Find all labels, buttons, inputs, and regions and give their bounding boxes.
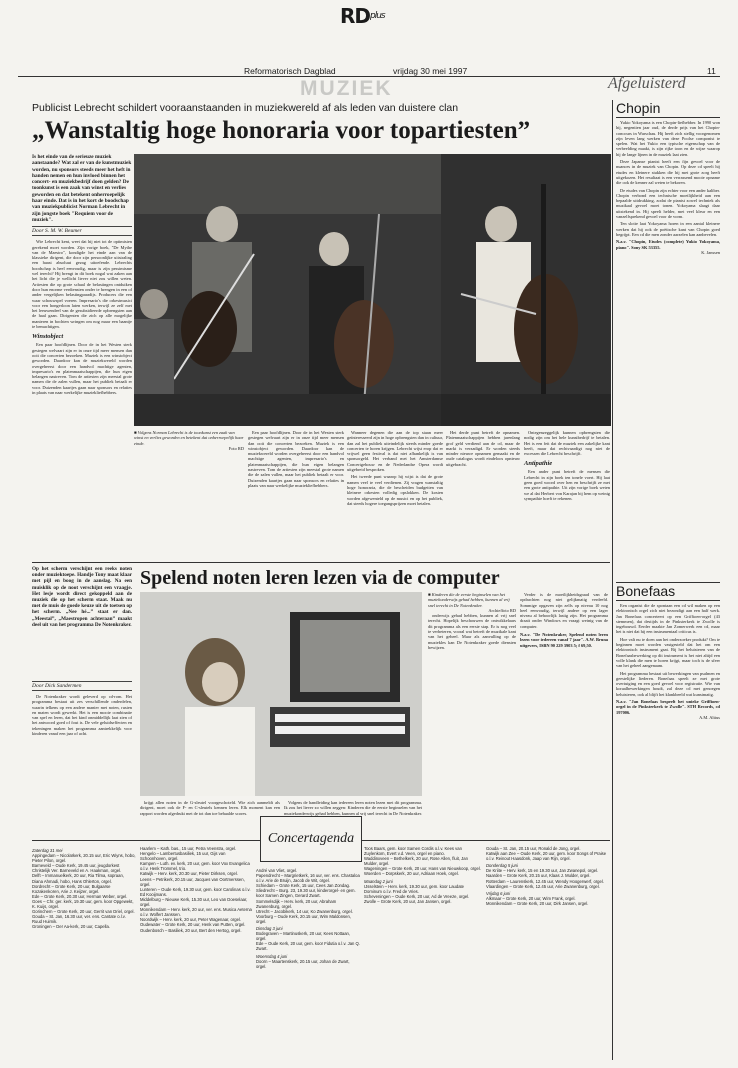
- chopin-body: Deze Japanse pianist heeft een fijn gevoel voor de nuances in de muziek van Chopin. Op deze cd speelt hij etudes en kleinere stukken die hij met grote zorg heeft uitgekozen. Het resultaat is een verrassend mooie opname die ook de kenner zal weten te bekoren.: [616, 159, 720, 186]
- musician-photo: [134, 154, 441, 426]
- agenda-entry: Scheveningen – Oude Kerk, 20 uur, Ad de Vreeze, orgel.: [364, 893, 470, 899]
- agenda-entry: Doorn – Maartenskerk, 20.15 uur, Johan de Zwart, orgel.: [256, 958, 350, 969]
- second-body: onderwijs gehad hebben, kunnen al vrij snel terecht. Hopelijk beschouwen de ontwikkelaars dit programma als een eerste stap. Er is nog veel te verbeteren, vooral wat betreft de muzikale kant van het geheel. Maar als aanvulling op de muziekles kan De Notenkraker goede diensten bewijzen.: [428, 613, 516, 650]
- agenda-entry: Woerden – Dorpskerk, 20 uur, Adriaan Hoek, orgel.: [364, 871, 459, 877]
- chopin-body: Ten slotte laat Yokoyama horen in een aantal kleinere werken dat hij ook de poëtische kant van Chopin goed begrijpt. Een cd die men zonder aarzelen kan aanbevelen.: [616, 221, 720, 237]
- agenda-entry: Zwolle – Grote Kerk, 20 uur, Jan Jansen, orgel.: [364, 898, 452, 904]
- agenda-column-3: [256, 868, 360, 969]
- article-body: Het derde punt betreft de opnamen. Platenmaatschappijen hebben jarenlang grof geld verdiend aan de cd, maar de markt is verzadigd. Er worden steeds minder nieuwe opnamen gemaakt en de oude catalogus wordt eindeloos opnieuw uitgebracht.: [446, 430, 520, 467]
- second-column-1: [32, 678, 132, 738]
- second-headline: Spelend noten leren lezen via de computer: [140, 567, 500, 589]
- second-photo-credit: Archieffoto RD: [488, 607, 516, 613]
- agenda-entry: Monnikendam – Grote Kerk, 20 uur, Dirk Jansen, orgel.: [486, 900, 589, 906]
- agenda-column-2: [140, 846, 252, 933]
- agenda-entry: Kampen – Luth. ev. kerk, 20 uur, gem. koor Vox Evangelica o.l.v. Henk Trommel, trio.: [140, 861, 250, 872]
- bass-player-illustration: [441, 154, 611, 426]
- sidebar: [616, 100, 720, 255]
- section-divider: [32, 562, 610, 563]
- article-intro: Is het einde van de serieuze muziek aanstaande? Wat zal er van de kunstmuziek worden, nu sponsors steeds meer het heft in handen nemen en hun invloed binnen het concert- en muziekbedrijf doen gelden? De toonkunst is een zaak van winst en verlies geworden en dat betekent onherroepelijk haar einde. Dat is in het kort de boodschap van muziekpublicist Norman Lebrecht in zijn jongste boek "Requiem voor de muziek".: [32, 154, 132, 223]
- masthead-date: vrijdag 30 mei 1997: [393, 66, 468, 76]
- article-body: Wie Lebrecht kent, weet dat hij niet tot de optimisten gerekend moet worden. Zijn vorige boek, "De Mythe van de Maestro", kondigde het einde aan van de klassieke dirigent, die door zijn persoonlijke uitstraling een haast absoluut gezag uitoefende. Lebrechts boodschap is heel eenvoudig, maar is zijn pessimisme wel terecht? Hij brengt in dit boek nogal wat zaken aan het licht die je wellicht liever niet zou willen weten. Artiesten die op grote schaal de belastingen ontduiken door hun enorme verdiensten onder te brengen in een of ander vergelijken belastingparadijs. Producers die een waar schouwspel voeren. Impresario's die orkestmusici voor een hongerloon laten werken, terwijl ze zelf met het leeuwendeel van de gesubsidieerde opbrengsten aan de haal gaan. Dirigenten die zich op alle mogelijke manieren in bochten wringen om nog maar een baantje te bemachtigen.: [32, 239, 132, 330]
- article-column-4: [347, 430, 443, 508]
- agenda-entry: Alkmaar – Grote Kerk, 20 uur, Wim Frank, orgel.: [486, 895, 576, 901]
- masthead-logo: $RD^{plus}$: [340, 4, 385, 28]
- bonefaas-title: Bonefaas: [616, 582, 720, 601]
- agenda-title: Concertagenda: [267, 831, 355, 846]
- agenda-entry: Toos Baars, gem. koor Samen Cordis o.l.v. Kees van Zuylenkom, Evert v.d. Veen, orgel en piano.: [364, 846, 462, 857]
- article-subhead: Antipathie: [524, 460, 553, 468]
- agenda-entry: Utrecht – Jacobikerk, 14 uur, Ko Zwanenburg, orgel.: [256, 908, 353, 914]
- agenda-date: Maandag 2 juni: [364, 878, 393, 884]
- agenda-column-1: [32, 846, 136, 930]
- agenda-entry: Wageningen – Grote Kerk, 20 uur, Hans van Nieuwkoop, orgel.: [364, 866, 481, 872]
- second-caption-text: Kinderen die de eerste beginselen van het muziekonderwijs gehad hebben, kunnen al vrij snel terecht in De Notenkraker.: [428, 592, 510, 608]
- agenda-entry: Papendrecht – Margrietkerk, 16 uur, ver. ens. Chastaloa o.l.v. Arie de Bruijn, Jacob de Wit, orgel.: [256, 873, 360, 884]
- sidebar-divider: [612, 100, 613, 1060]
- masthead-paper: Reformatorisch Dagblad: [244, 66, 336, 76]
- agenda-entry: Oudewater – Grote Kerk, 20 uur, Henk van Putten, orgel.: [140, 922, 246, 928]
- article-column-5: [446, 430, 520, 469]
- article-body: Een paar hoofdlijnen. Door de in het Westen sterk gestegen welvaart zijn er in onze tijd meer mensen dan ooit die concerten bezoeken. Muziek is een winstobject geworden. Daardoor kan de muziekwereld worden overgeheerst door een handvol machtige agenten, impresario's en platenmaatschappijen, die hun eigen belangen nastreven. Tom de artiesten zijn meestal grote namen die de zalen vullen, maar het publiek betaalt er voor. Duizenden kaartjes gaan naar sponsors en relaties in plaats van naar werkelijke muziekliefhebbers.: [32, 342, 132, 395]
- agenda-entry: De Kriite – Herv. kerk, 15 en 19.30 uur, Jan Zwanepol, orgel.: [486, 868, 599, 874]
- agenda-entry: Katwijk – Herv. kerk, 20.30 uur, Pieter Dirksen, orgel.: [140, 871, 238, 877]
- agenda-entry: Rotterdam – Laurenskerk, 12.45 uur, Wendy Hoogerwerf, orgel.: [486, 878, 604, 884]
- agenda-entry: Dordrecht – Grote Kerk, 20 uur, Bulgaarse Kozakenkoren, Arie J. Keijzer, orgel.: [32, 883, 111, 894]
- bonefaas-body: Het programma bestaat uit bewerkingen van psalmen en geestelijke liederen. Bonefaas speelt ze met grote overtuiging en een goed gevoel voor registratie. Wie van koraalbewerkingen houdt, zal deze cd met genoegen beluisteren, ook al blijft het klankbeeld wat kunstmatig.: [616, 670, 720, 697]
- agenda-entry: Lunteren – Oude Kerk, 19.30 uur, gem. koor Carolinas o.l.v. Ed Kooijmans.: [140, 886, 251, 897]
- agenda-entry: Gouda – St. Jan, 16.30 uur, ver. ens. Cantate o.l.v. Ruud Huirnik.: [32, 914, 126, 925]
- agenda-date: Zaterdag 31 mei: [32, 848, 63, 853]
- agenda-entry: Gouda – St. Jan, 20.15 uur, Ronald de Jong, orgel.: [486, 846, 581, 851]
- second-note: N.a.v. "De Notenkraker, Spelend noten leren lezen voor iedereen vanaf 7 jaar". A.W. Bruna uitgevers, ISBN 90 229 3903 5; f 69,50.: [520, 632, 608, 648]
- article-column-1: [32, 154, 132, 397]
- bonefaas-signature: A.M. Altius: [699, 714, 720, 720]
- agenda-entry: Middelburg – Nieuwe Kerk, 15.30 uur, Leo van Doeselaar, orgel.: [140, 896, 248, 908]
- article-headline: „Wanstaltig hoge honoraria voor topartiesten”: [32, 117, 531, 144]
- agenda-entry: Schiedam – Grote Kerk, 15 uur, Cees Jan Zondag.: [256, 883, 351, 889]
- agenda-entry: Haarlem – Kath. bas., 15 uur, Petra Veenstra, orgel.: [140, 846, 237, 851]
- caption-bullet: ■: [428, 592, 432, 597]
- second-column-5: [520, 592, 608, 648]
- agenda-entry: Monnikendam – Herv. kerk, 20 uur, ver. ens. Musica Aeterna o.l.v. Wolfert Janssen.: [140, 907, 252, 918]
- side-logo: [608, 75, 686, 93]
- agenda-entry: Naarden – Grote Kerk, 20.15 uur, Klaas J. Mulder, orgel.: [486, 873, 591, 879]
- agenda-entry: IJsselstein – Herv. kerk, 19.30 uur, gem. koor Laudate Dominum o.l.v. Fred de Vries.: [364, 883, 465, 894]
- article-column-6: [524, 430, 610, 503]
- agenda-date: Dinsdag 3 juni: [256, 926, 283, 932]
- agenda-entry: André van Vliet, orgel.: [256, 868, 298, 873]
- article-body: Het tweede punt waarop hij wijst is dat de grote namen veel te veel verdienen. Zij vragen wanstaltig hoge honoraria, die de bescheiden budgetten van kleinere orkesten volledig opslokken. De kosten worden afgewenteld op de musici en op het publiek, dat steeds hogere toegangsprijzen moet betalen.: [347, 474, 443, 506]
- section-title: MUZIEK: [300, 77, 393, 100]
- bonefaas-body: Hoe valt nu te doen aan het onderzoeker produkt? Om te beginnen moet worden vastgesteld dat het om een elektronisch instrument gaat. Bij het beluisteren van de Bonefaasbewerking op dit instrument is het niet altijd een volle klank die men te horen krijgt, maar toch is de sfeer van het geheel aangenaam.: [616, 636, 720, 669]
- caption-bullet: ■: [134, 430, 138, 435]
- chopin-body: Yukio Yokoyama is een Chopin-liefhebber. In 1990 won hij, negentien jaar oud, de derde prijs van het Chopin-concours in Warschau. Hij heeft zich stellig voorgenomen zijn leven lang werken van deze Poolse componist te spelen. Wat het Yukio een typische eigenschap van de verbeelding maakt, is zijn rijke toon en de wijze waarop hij de lange lijnen in de muziek laat zien.: [616, 120, 720, 157]
- agenda-entry: Leens – Petrikerk, 20.15 uur, Jacques van Oortmerssen, orgel.: [140, 876, 245, 887]
- bass-player-photo: [441, 154, 611, 426]
- agenda-title-box: [260, 816, 362, 862]
- bonefaas-body: Een organist die de spontaan een cd wil maken op een elektronisch orgel zich niet bezondigt aan een half werk. Jan Bonefaas concerteert op een Griffioen-orgel (43 stemmen), dat destijds in de Pinksterkerk te Zwolle is ingebouwd. Eerder maakte Jan Zomerwerk een cd, maar het is niet dat hij een instrumentaal criticus is.: [616, 603, 720, 635]
- second-body: De Notenkraker wordt geleverd op cd-rom. Het programma bestaat uit zes verschillende onderdelen, waarin telkens op een andere manier met noten, rusten en maten wordt gewerkt. Het is een mooie combinatie van spel en leren, dat het kind onmiddellijk laat zien of het antwoord goed of fout is. De vele geluidseffecten en tekeningen maken het programma aantrekkelijk voor kinderen vanaf een jaar of acht.: [32, 694, 132, 737]
- agenda-column-4: [364, 846, 482, 904]
- agenda-entry: Ede – Grote Kerk, 20.30 uur, Herman Weber, orgel.: [32, 893, 128, 899]
- agenda-entry: Oudenbosch – Basiliek, 20 uur, Bert den Hertog, orgel.: [140, 927, 242, 933]
- agenda-entry: Gorinchem – Grote Kerk, 20 uur, Gerrit van Driel, orgel.: [32, 909, 135, 915]
- article-kicker: Publicist Lebrecht schildert vooraanstaanden in muziekwereld af als leden van duistere clan: [32, 102, 459, 114]
- second-byline: Door Dick Sandermen: [32, 681, 132, 691]
- agenda-entry: Noordwijk – Herv. kerk, 20 uur, Peter Wagenaar, orgel.: [140, 917, 242, 923]
- agenda-date: Vrijdag 6 juni: [486, 890, 511, 896]
- agenda-date: Woensdag 4 juni: [256, 953, 288, 959]
- second-body: krijgt allen noten in de G-sleutel voorgeschoteld. Wie zich aanmeldt als dirigent, moet ook de F- en C-sleutels kennen leren. Elk moment kan een rapport worden afgedrukt met de tot dan toe behaalde scores.: [140, 800, 280, 816]
- child-at-computer-illustration: [140, 592, 422, 796]
- agenda-entry: Voorburg – Oude Kerk, 20.15 uur, Wim Maldonsen, orgel.: [256, 913, 351, 924]
- agenda-entry: Ede – Oude Kerk, 20 uur, gem. koor Fidutia o.l.v. Jan Q. Zwart.: [256, 941, 360, 952]
- agenda-date: Donderdag 5 juni: [486, 863, 518, 869]
- agenda-entry: Appingedam – Nicolaïkerk, 20.15 uur, Eric Wiyns, hobo, Pieter Pilon, orgel.: [32, 853, 136, 864]
- agenda-entry: Hengelo – Lambertusbasiliek, 15 uur, Gijs van Schoonhoven, orgel.: [140, 851, 226, 862]
- second-lead: Op het scherm verschijnt een reeks noten onder muziektoepe. Handje Tony maat klaar met pijl en boog in de aanslag. Na een muisklik op de noot verschijnt een vraagje. Het lesje wordt direct gekoppeld aan de muziek die op het scherm staat. Maak nu met de muis de goede keuze uit de toetsen op het scherm. „Nee hé...” staat er dan. „Meestal”, „Maestropen achteraan” maakt deel uit van het programma De Notenkraker.: [32, 566, 132, 628]
- computer-photo: [140, 592, 422, 796]
- agenda-entry: Sliedrecht – Burg. 23, 19.30 uur, kinderorgel- en gem. koor Samen Zingen, Gerard Zwart.: [256, 888, 356, 899]
- agenda-entry: Katwijk aan Zee – Oude Kerk, 20 uur, gem. koor Songs of Praise o.l.v. Reinout Haasdonk, Jaap van Rijn, orgel.: [486, 851, 607, 862]
- article-column-3: [248, 430, 344, 490]
- photo-credit: Foto RD: [228, 445, 244, 451]
- agenda-entry: Sommelsdijk – Herv. kerk, 20 uur, Abraham Zwanenburg, orgel.: [256, 898, 337, 909]
- page-number: 11: [707, 66, 716, 76]
- photo-caption: [134, 430, 244, 451]
- agenda-entry: Delft – Immanuelkerk, 20 uur, Ria Tilma, sopraan, Diana Ahmadi, hobo, Hans Ohlerton, orgel.: [32, 873, 124, 884]
- second-body: Verder is de moeilijkheidsgraad van de opdrachten nog niet gelijkmatig verdeeld. Sommige opgaven zijn zelfs op niveau 10 nog heel eenvoudig, terwijl andere op een lager niveau al behoorlijk lastig zijn. Het programma draait onder Windows en vraagt weinig van de computer.: [520, 592, 608, 629]
- article-body: Wanneer degenen die aan de top staan meer geïnteresseerd zijn in hoge opbrengsten dan in cultuur, dan zal het publiek uiteindelijk steeds minder goede concerten te horen krijgen. Lebrecht wijst erop dat er vrijwel geen festival is dat niet afhankelijk is van sponsorgeld. Het verband met het Amsterdamse Concertgebouw en de Nederlandse Opera wordt uitgebreid besproken.: [347, 430, 443, 473]
- agenda-entry: Groningen – Der Aa-kerk, 20 uur, Capella.: [32, 924, 110, 930]
- side-logo-text: Afgeluisterd: [608, 75, 686, 92]
- article-subhead: Winstobject: [32, 333, 64, 341]
- article-byline: Door S. M. W. Beumer: [32, 226, 132, 236]
- chopin-signature: K. Janssen: [701, 249, 720, 255]
- agenda-entry: Vlaardingen – Grote Kerk, 12.45 uur, Arie Zwanenburg, orgel.: [486, 883, 600, 889]
- second-column-2: [140, 800, 280, 818]
- caption-text: Volgens Norman Lebrecht is de toonkunst een zaak van winst en verlies geworden en betekent dat onherroepelijk haar einde.: [134, 430, 244, 446]
- agenda-column-5: [486, 846, 608, 906]
- article-body: Een ander punt betreft de mensen die Lebrecht in zijn boek ten tonele voert. Hij laat geen goed woord over hen en beschrijft ze met een grote antipathie. Uit zijn vorige boek weten we al dat Herbert von Karajan bij hem op weinig sympathie hoeft te rekenen.: [524, 469, 610, 501]
- article-body: Ontegenzeggelijk kunnen opbrengsten die nodig zijn om het hele kunstbedrijf te betalen. Het is een feit dat de muziek een zakelijke kant heeft, maar dat rechtvaardigt nog niet de excessen die Lebrecht beschrijft.: [524, 430, 610, 457]
- agenda-entry: Waddinxveen – Bethelkerk, 20 uur, Rose Allen, fluit, Jan Mulder, orgel.: [364, 856, 468, 867]
- musicians-illustration: [134, 154, 441, 426]
- agenda-entry: Barneveld – Oude Kerk, 19.45 uur, jeugdorkest Christelijk Ver. Barneveld en A. Haakman, orgel.: [32, 863, 122, 874]
- sidebar-bonefaas: [616, 582, 720, 720]
- second-body: Volgens de handleiding kan iedereen leren noten lezen met dit programma. Ik zou het liever zo willen zeggen: Kinderen die de eerste beginselen van het muziekonderwijs gehad hebben, kunnen al vrij snel terecht in De Notenkraker.: [284, 800, 423, 816]
- second-caption: [428, 592, 516, 652]
- agenda-entry: Bodegraven – Martinuskerk, 20 uur, Kees Nottaan, orgel.: [256, 931, 351, 942]
- article-body: Een paar hoofdlijnen. Door de in het Westen sterk gestegen welvaart zijn er in onze tijd meer mensen dan ooit die concerten bezoeken. Muziek is een winstobject geworden. Daardoor kan de muziekwereld worden overgeheerst door een handvol machtige agenten, impresario's en platenmaatschappijen, die hun eigen belangen nastreven. Tom de artiesten zijn meestal grote namen die de zalen vullen, maar het publiek betaalt er voor. Duizenden kaartjes gaan naar sponsors en relaties in plaats van naar werkelijke muziekliefhebbers.: [248, 430, 344, 488]
- chopin-title: Chopin: [616, 100, 720, 118]
- agenda-entry: Goes – Chr. ger. kerk, 19.30 uur, gem. koor Opgewekt, K. Kuijs, orgel.: [32, 898, 134, 910]
- bonefaas-note: N.a.v. "Jan Bonefaas bespeelt het unieke Griffioen-orgel in de Pinksterkerk te Zwolle". STH Records, cd 197006.: [616, 699, 720, 715]
- chopin-body: De etudes van Chopin zijn echter voor een ander kaliber. Chopin verbond een technische moeilijkheid aan een bepaalde uitdrukking, zodat de pianist zowel techniek als muzikaal gevoel moet tonen. Yokoyama slaagt daar uitstekend in. Hij speelt helder, met veel kleur en een vanzelfsprekend gevoel voor de vorm.: [616, 187, 720, 220]
- chopin-note: N.a.v. "Chopin, Etudes (complete) Yukio Yokoyama, piano". Sony SK 53355.: [616, 239, 720, 250]
